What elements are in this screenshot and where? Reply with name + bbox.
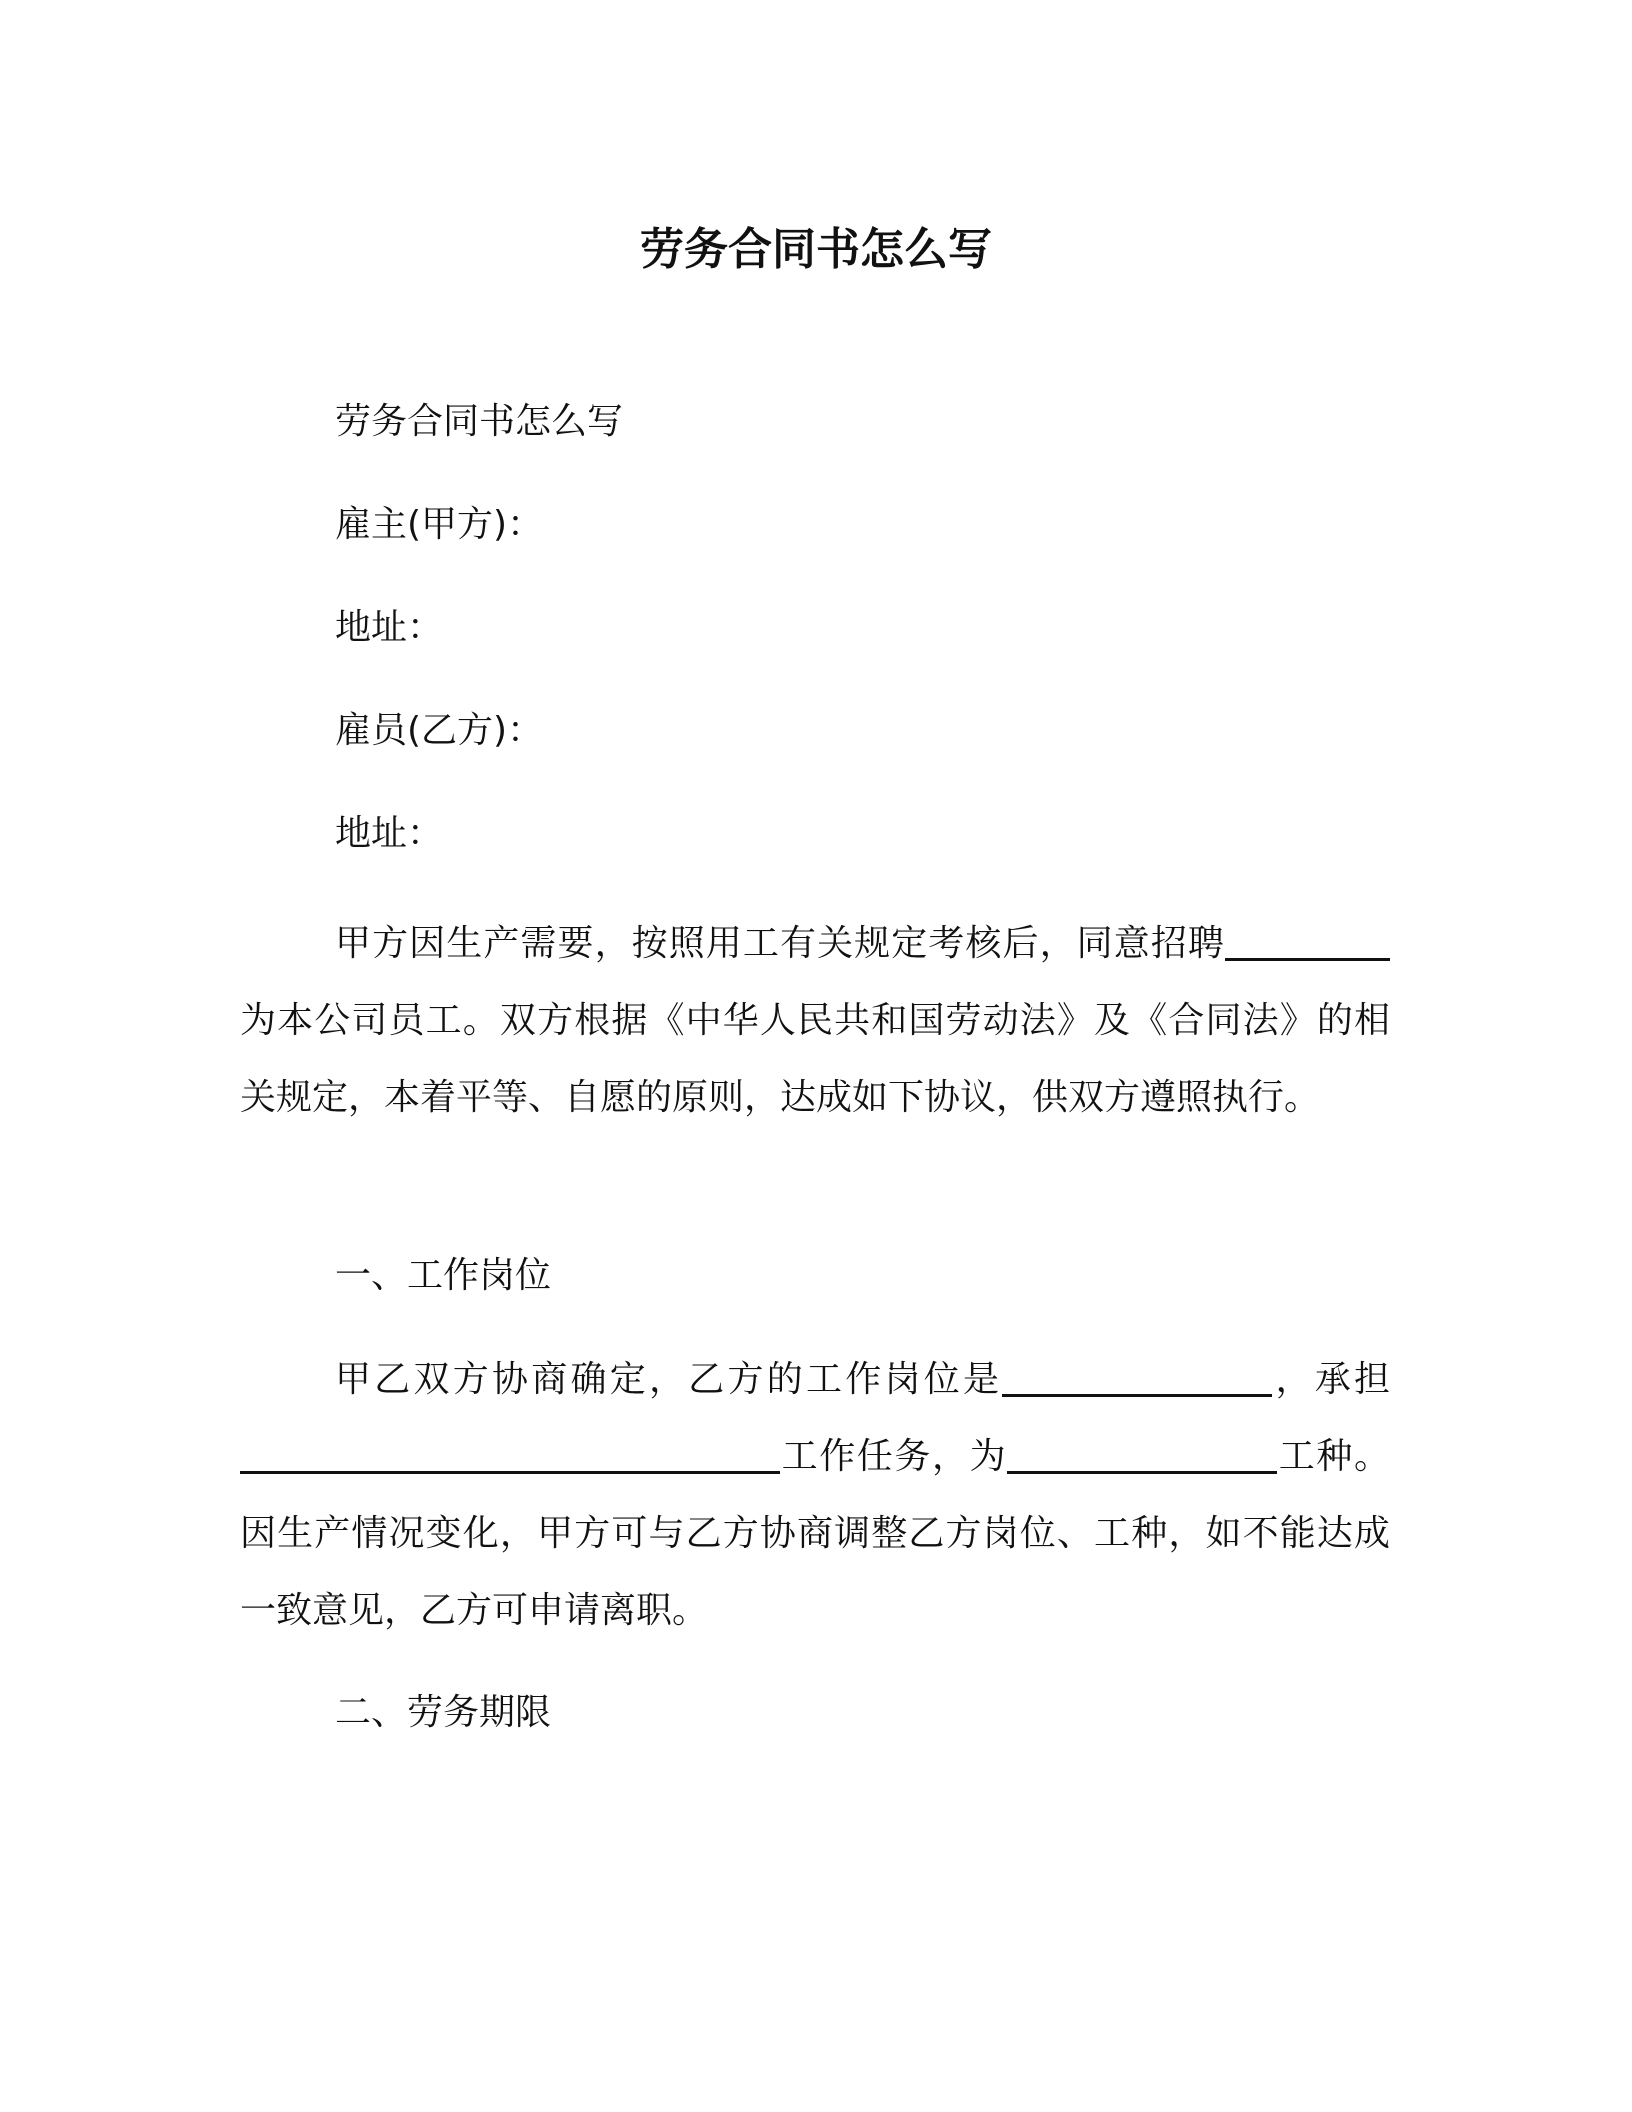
- intro-text-part1: 甲方因生产需要，按照用工有关规定考核后，同意招聘: [335, 923, 1225, 964]
- intro-text-part2: 为本公司员工。双方根据《中华人民共和国劳动法》及《合同法》的相关规定，本着平等、自愿的原则，达成如下协议，供双方遵照执行。: [240, 1000, 1390, 1118]
- section2-heading: 二、劳务期限: [335, 1692, 552, 1733]
- section1-text-part2: ，承担: [1272, 1359, 1390, 1400]
- document-title: 劳务合同书怎么写: [640, 224, 992, 275]
- job-type-blank[interactable]: [1007, 1435, 1277, 1474]
- intro-paragraph: [240, 905, 1390, 1136]
- employee-address-label: 地址：: [335, 813, 444, 854]
- section1-text-part1: 甲乙双方协商确定，乙方的工作岗位是: [335, 1359, 1003, 1400]
- work-task-blank[interactable]: [240, 1435, 780, 1474]
- employer-address-label: 地址：: [335, 607, 444, 648]
- employer-label: 雇主(甲方)：: [335, 504, 544, 545]
- job-position-blank[interactable]: [1002, 1358, 1272, 1397]
- employee-label: 雇员(乙方)：: [335, 710, 544, 751]
- section1-heading: 一、工作岗位: [335, 1255, 552, 1296]
- recruit-name-blank[interactable]: [1225, 922, 1390, 961]
- document-subtitle: 劳务合同书怎么写: [335, 401, 624, 442]
- section1-text-part4: 工种。因生产情况变化，甲方可与乙方协商调整乙方岗位、工种，如不能达成一致意见，乙方可申请离职。: [240, 1436, 1390, 1631]
- section1-text-part3: 工作任务，为: [780, 1436, 1008, 1477]
- section1-paragraph: [240, 1341, 1390, 1649]
